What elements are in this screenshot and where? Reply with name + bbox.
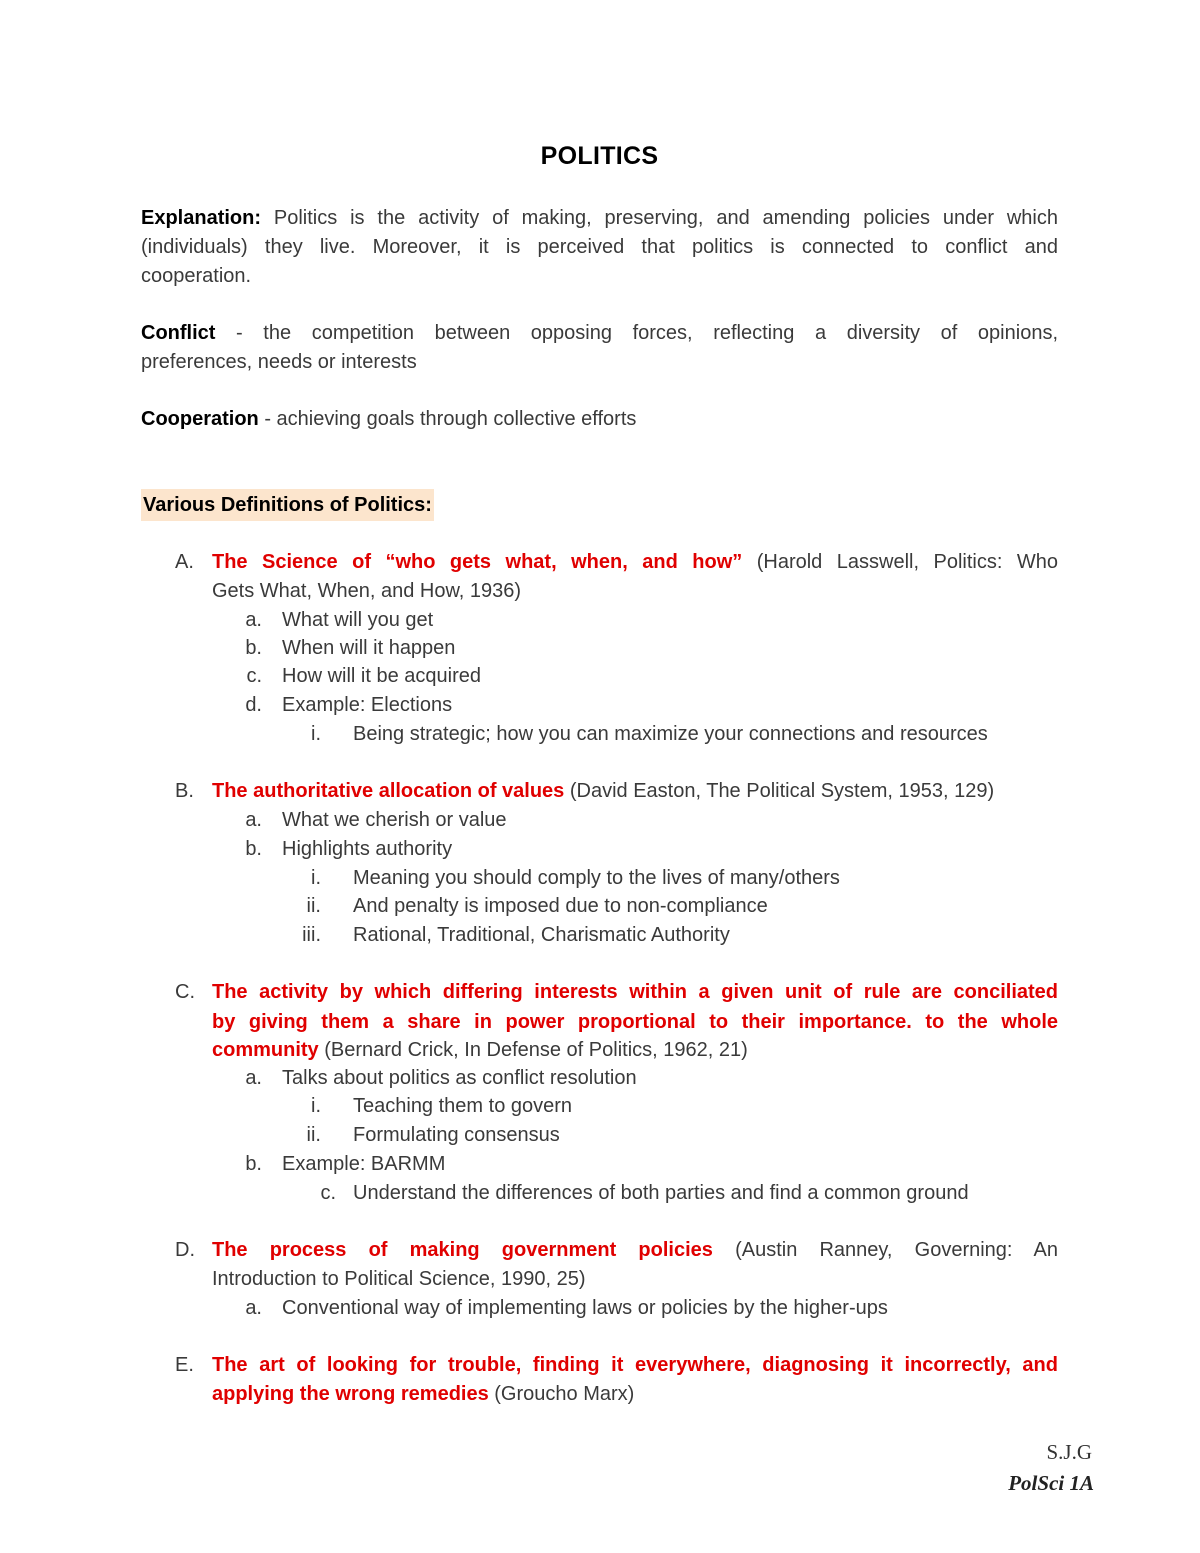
explanation-label: Explanation: — [141, 207, 262, 229]
def-a-subsub-item: Being strategic; how you can maximize your connections and resources — [353, 723, 988, 745]
def-b-citation: (David Easton, The Political System, 1953, 129) — [564, 780, 995, 802]
def-b-sub-item: Highlights authority — [282, 838, 453, 860]
def-c-subsub-item: Formulating consensus — [353, 1124, 560, 1146]
explanation-text-line-3: cooperation. — [141, 265, 252, 287]
section-heading: Various Definitions of Politics: — [141, 489, 434, 521]
def-d-line-1 — [212, 1236, 1058, 1265]
def-b-subsub-item: Meaning you should comply to the lives of many/others — [353, 867, 840, 889]
def-a-sub-item: How will it be acquired — [282, 665, 481, 687]
def-a-sub-item: Example: Elections — [282, 694, 453, 716]
def-e-citation: (Groucho Marx) — [488, 1383, 635, 1405]
def-a-citation: (Harold Lasswell, Politics: Who — [742, 551, 1058, 573]
def-c-sub-item: Talks about politics as conflict resolution — [282, 1067, 637, 1089]
conflict-paragraph — [141, 319, 1058, 377]
def-a-sub-marker: d. — [245, 694, 262, 716]
def-c-citation: (Bernard Crick, In Defense of Politics, 1962, 21) — [318, 1039, 748, 1061]
def-b-sub-marker: a. — [245, 809, 262, 831]
def-d-marker: D. — [175, 1239, 195, 1261]
def-e-title-line-1: The art of looking for trouble, finding it everywhere, diagnosing it incorrectly, and — [212, 1354, 1058, 1376]
signature-course: PolSci 1A — [1008, 1471, 1094, 1495]
explanation-text-line-1: Politics is the activity of making, preserving, and amending policies under which — [261, 207, 1058, 229]
explanation-paragraph — [141, 204, 1058, 291]
def-c-title-line-1: The activity by which differing interests within a given unit of rule are conciliated — [212, 981, 1058, 1003]
signature-initials: S.J.G — [1046, 1440, 1092, 1464]
def-b-subsub-item: And penalty is imposed due to non-compliance — [353, 895, 768, 917]
def-a-marker: A. — [175, 551, 194, 573]
def-a-line-1 — [212, 548, 1058, 577]
def-b-subsub-marker: iii. — [302, 924, 321, 946]
def-e-line-2 — [212, 1380, 634, 1409]
def-b-line-1 — [212, 777, 994, 806]
def-d-sub-marker: a. — [245, 1297, 262, 1319]
def-b-title: The authoritative allocation of values — [212, 780, 565, 802]
def-b-subsub-marker: ii. — [306, 895, 321, 917]
def-c-line-3 — [212, 1036, 748, 1065]
cooperation-label: Cooperation — [141, 408, 259, 430]
def-c-title-line-2: by giving them a share in power proportional to their importance. to the whole — [212, 1011, 1058, 1033]
def-d-citation: (Austin Ranney, Governing: An — [712, 1239, 1058, 1261]
def-b-marker: B. — [175, 780, 194, 802]
def-b-sub-item: What we cherish or value — [282, 809, 507, 831]
def-b-subsub-marker: i. — [311, 867, 321, 889]
def-a-subsub-marker: i. — [311, 723, 321, 745]
def-e-marker: E. — [175, 1354, 194, 1376]
def-a-sub-item: When will it happen — [282, 637, 456, 659]
cooperation-paragraph — [141, 405, 1058, 434]
def-a-sub-marker: c. — [246, 665, 262, 687]
conflict-text-line-1: - the competition between opposing forces, reflecting a diversity of opinions, — [215, 322, 1058, 344]
cooperation-text: - achieving goals through collective efforts — [258, 408, 637, 430]
def-c-sub-item: Understand the differences of both parties and find a common ground — [353, 1182, 969, 1204]
def-c-marker: C. — [175, 981, 195, 1003]
def-c-subsub-marker: ii. — [306, 1124, 321, 1146]
def-b-subsub-item: Rational, Traditional, Charismatic Authority — [353, 924, 730, 946]
explanation-text-line-2: (individuals) they live. Moreover, it is perceived that politics is connected to conflict and — [141, 236, 1058, 258]
def-a-sub-marker: a. — [245, 609, 262, 631]
def-c-title-line-3: community — [212, 1039, 319, 1061]
def-d-line-2: Introduction to Political Science, 1990, 25) — [212, 1268, 586, 1290]
def-c-sub-marker: b. — [245, 1153, 262, 1175]
def-a-title: The Science of “who gets what, when, and how” — [212, 551, 743, 573]
def-a-sub-marker: b. — [245, 637, 262, 659]
page-title: POLITICS — [540, 142, 659, 170]
def-c-subsub-item: Teaching them to govern — [353, 1095, 573, 1117]
def-e-title-line-2: applying the wrong remedies — [212, 1383, 489, 1405]
def-c-sub-item: Example: BARMM — [282, 1153, 446, 1175]
def-c-subsub-marker: i. — [311, 1095, 321, 1117]
def-c-sub-marker: a. — [245, 1067, 262, 1089]
def-d-title: The process of making government policies — [212, 1239, 713, 1261]
def-a-line-2: Gets What, When, and How, 1936) — [212, 580, 522, 602]
conflict-text-line-2: preferences, needs or interests — [141, 351, 417, 373]
def-a-sub-item: What will you get — [282, 609, 434, 631]
conflict-label: Conflict — [141, 322, 216, 344]
def-c-sub-marker: c. — [320, 1182, 336, 1204]
def-b-sub-marker: b. — [245, 838, 262, 860]
def-d-sub-item: Conventional way of implementing laws or policies by the higher-ups — [282, 1297, 888, 1319]
